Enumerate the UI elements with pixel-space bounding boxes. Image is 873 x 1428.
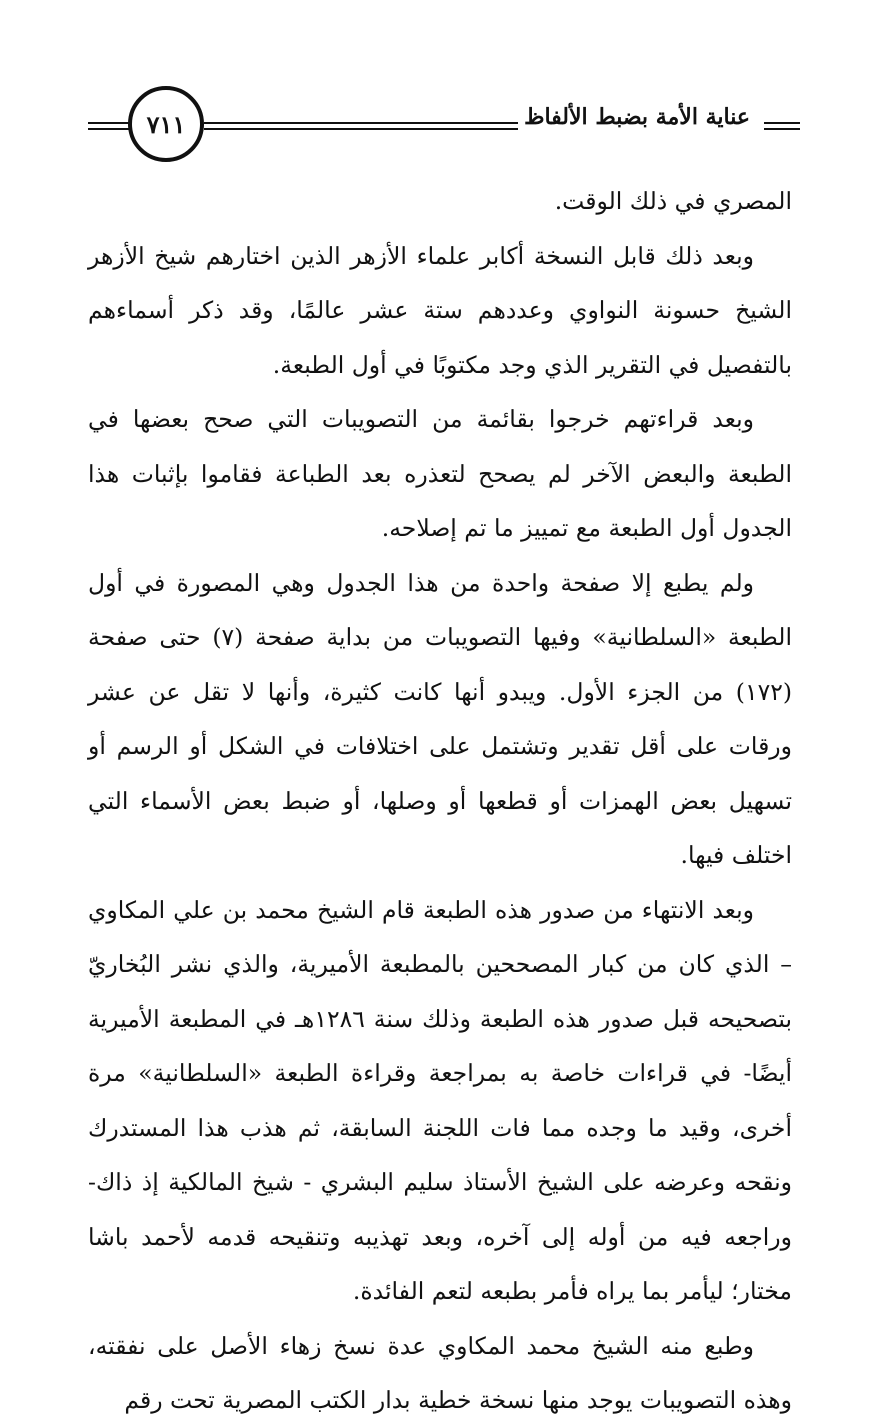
header-rule xyxy=(764,128,800,130)
paragraph: وطبع منه الشيخ محمد المكاوي عدة نسخ زهاء الأصل على نفقته، وهذه التصويبات يوجد منها نسخة خطية بدار الكتب المصرية تحت رقم xyxy=(88,1331,792,1414)
page-header xyxy=(88,78,800,172)
header-rule xyxy=(88,128,134,130)
paragraph: المصري في ذلك الوقت. xyxy=(554,187,792,215)
header-rule xyxy=(764,122,800,124)
page-body xyxy=(88,174,792,1428)
paragraph: وبعد قراءتهم خرجوا بقائمة من التصويبات التي صحح بعضها في الطبعة والبعض الآخر لم يصحح لتعذره بعد الطباعة فقاموا بإثبات هذا الجدول أول الطبعة مع تمييز ما تم إصلاحه. xyxy=(88,405,792,542)
paragraph: وبعد ذلك قابل النسخة أكابر علماء الأزهر الذين اختارهم شيخ الأزهر الشيخ حسونة النواوي وعددهم ستة عشر عالمًا، وقد ذكر أسماءهم بالتفصيل في التقرير الذي وجد مكتوبًا في أول الطبعة. xyxy=(88,241,792,379)
page-number: ٧١١ xyxy=(128,86,204,162)
running-title: عناية الأمة بضبط الألفاظ xyxy=(518,104,756,130)
paragraph: وبعد الانتهاء من صدور هذه الطبعة قام الشيخ محمد بن علي المكاوي – الذي كان من كبار المصححين بالمطبعة الأميرية، والذي نشر البُخاريّ بتصحيحه قبل صدور هذه الطبعة وذلك سنة ١٢٨٦هـ في المطبعة الأميرية أيضًا- في قراءات خاصة به بمراجعة وقراءة الطبعة «السلطانية» مرة أخرى، وقيد ما وجده مما فات اللجنة السابقة، ثم هذب هذا المستدرك ونقحه وعرضه على الشيخ الأستاذ سليم البشري - شيخ المالكية إذ ذاك- وراجعه فيه من أوله إلى آخره، وبعد تهذيبه وتنقيحه قدمه لأحمد باشا مختار؛ ليأمر بما يراه فأمر بطبعه لتعم الفائدة. xyxy=(88,895,792,1305)
paragraph: ولم يطبع إلا صفحة واحدة من هذا الجدول وهي المصورة في أول الطبعة «السلطانية» وفيها التصويبات من بداية صفحة (٧) حتى صفحة (١٧٢) من الجزء الأول. ويبدو أنها كانت كثيرة، وأنها لا تقل عن عشر ورقات على أقل تقدير وتشتمل على اختلافات في الشكل أو الرسم أو تسهيل بعض الهمزات أو قطعها أو وصلها، أو ضبط بعض الأسماء التي اختلف فيها. xyxy=(88,568,792,869)
